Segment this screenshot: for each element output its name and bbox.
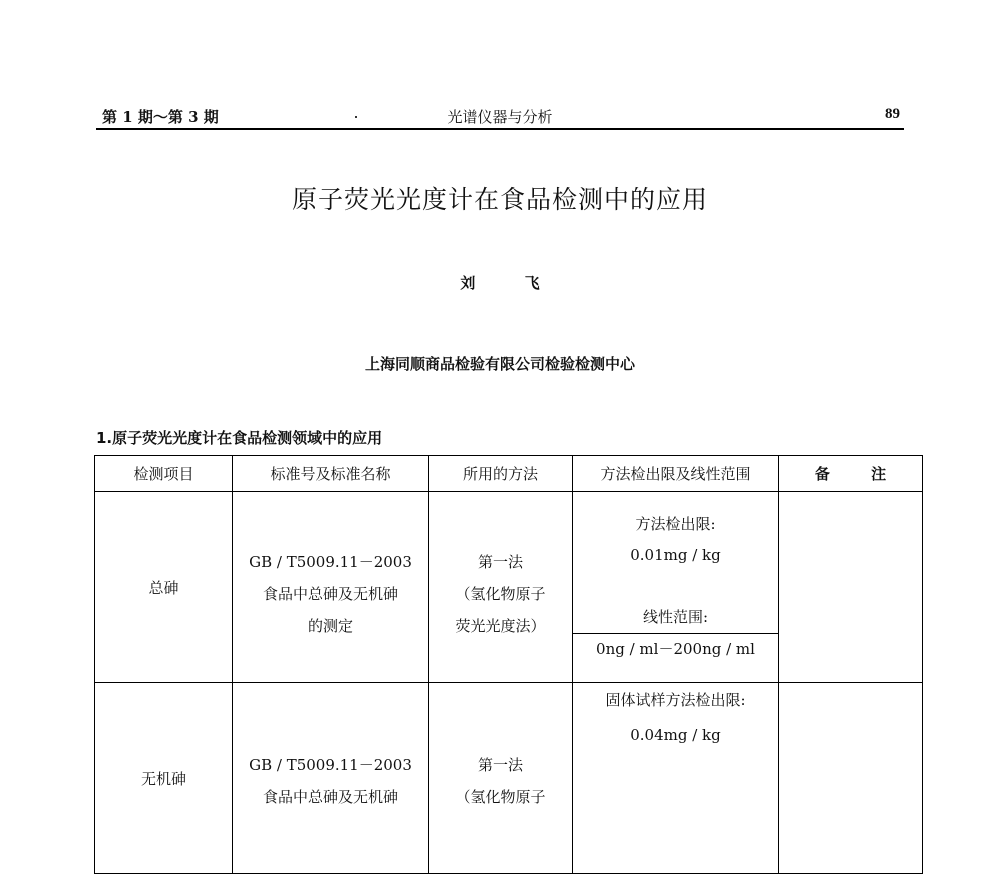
column-header: 所用的方法 [429,456,573,492]
section-heading: 1.原子荧光光度计在食品检测领域中的应用 [96,429,383,447]
standard-line: GB / T5009.11－2003 [249,553,412,571]
limits-cell [573,683,779,874]
article-title: 原子荧光光度计在食品检测中的应用 [291,185,708,214]
standard-line: 食品中总砷及无机砷 [262,585,398,603]
results-table-wrapper [94,455,922,874]
table-row [95,683,923,874]
range-label: 线性范围: [642,608,709,626]
method-cell [429,683,573,874]
method-line: 第一法 [477,756,523,774]
article-author: 刘 飞 [460,274,562,292]
column-header: 标准号及标准名称 [233,456,429,492]
method-cell [429,492,573,683]
remark-cell [779,683,923,874]
limit-label: 方法检出限: [635,515,716,533]
results-table [94,455,923,874]
method-line: （氢化物原子 [455,788,546,806]
column-header: 检测项目 [95,456,233,492]
item-cell: 无机砷 [95,683,233,874]
method-line: 荧光光度法） [455,617,546,635]
author-affiliation: 上海同顺商品检验有限公司检验检测中心 [364,355,635,373]
page-number: 89 [885,106,900,122]
method-line: （氢化物原子 [455,585,546,603]
journal-name: 光谱仪器与分析 [447,108,553,126]
standard-cell [233,683,429,874]
limits-cell [573,492,779,683]
limit-label: 固体试样方法检出限: [605,691,746,709]
method-line: 第一法 [477,553,523,571]
limit-value: 0.04mg / kg [630,726,721,744]
column-header: 方法检出限及线性范围 [573,456,779,492]
item-cell: 总砷 [95,492,233,683]
remark-cell [779,492,923,683]
issue-range: 第 1 期～第 3 期 [102,108,219,126]
standard-line: 食品中总砷及无机砷 [262,788,398,806]
standard-cell [233,492,429,683]
running-header [96,104,904,128]
limit-value: 0.01mg / kg [630,546,721,564]
table-header-row [95,456,923,492]
range-value: 0ng / ml－200ng / ml [596,640,755,658]
table-row [95,492,923,683]
header-rule [96,128,904,130]
column-header: 备 注 [779,456,923,492]
standard-line: 的测定 [307,617,353,635]
standard-line: GB / T5009.11－2003 [249,756,412,774]
